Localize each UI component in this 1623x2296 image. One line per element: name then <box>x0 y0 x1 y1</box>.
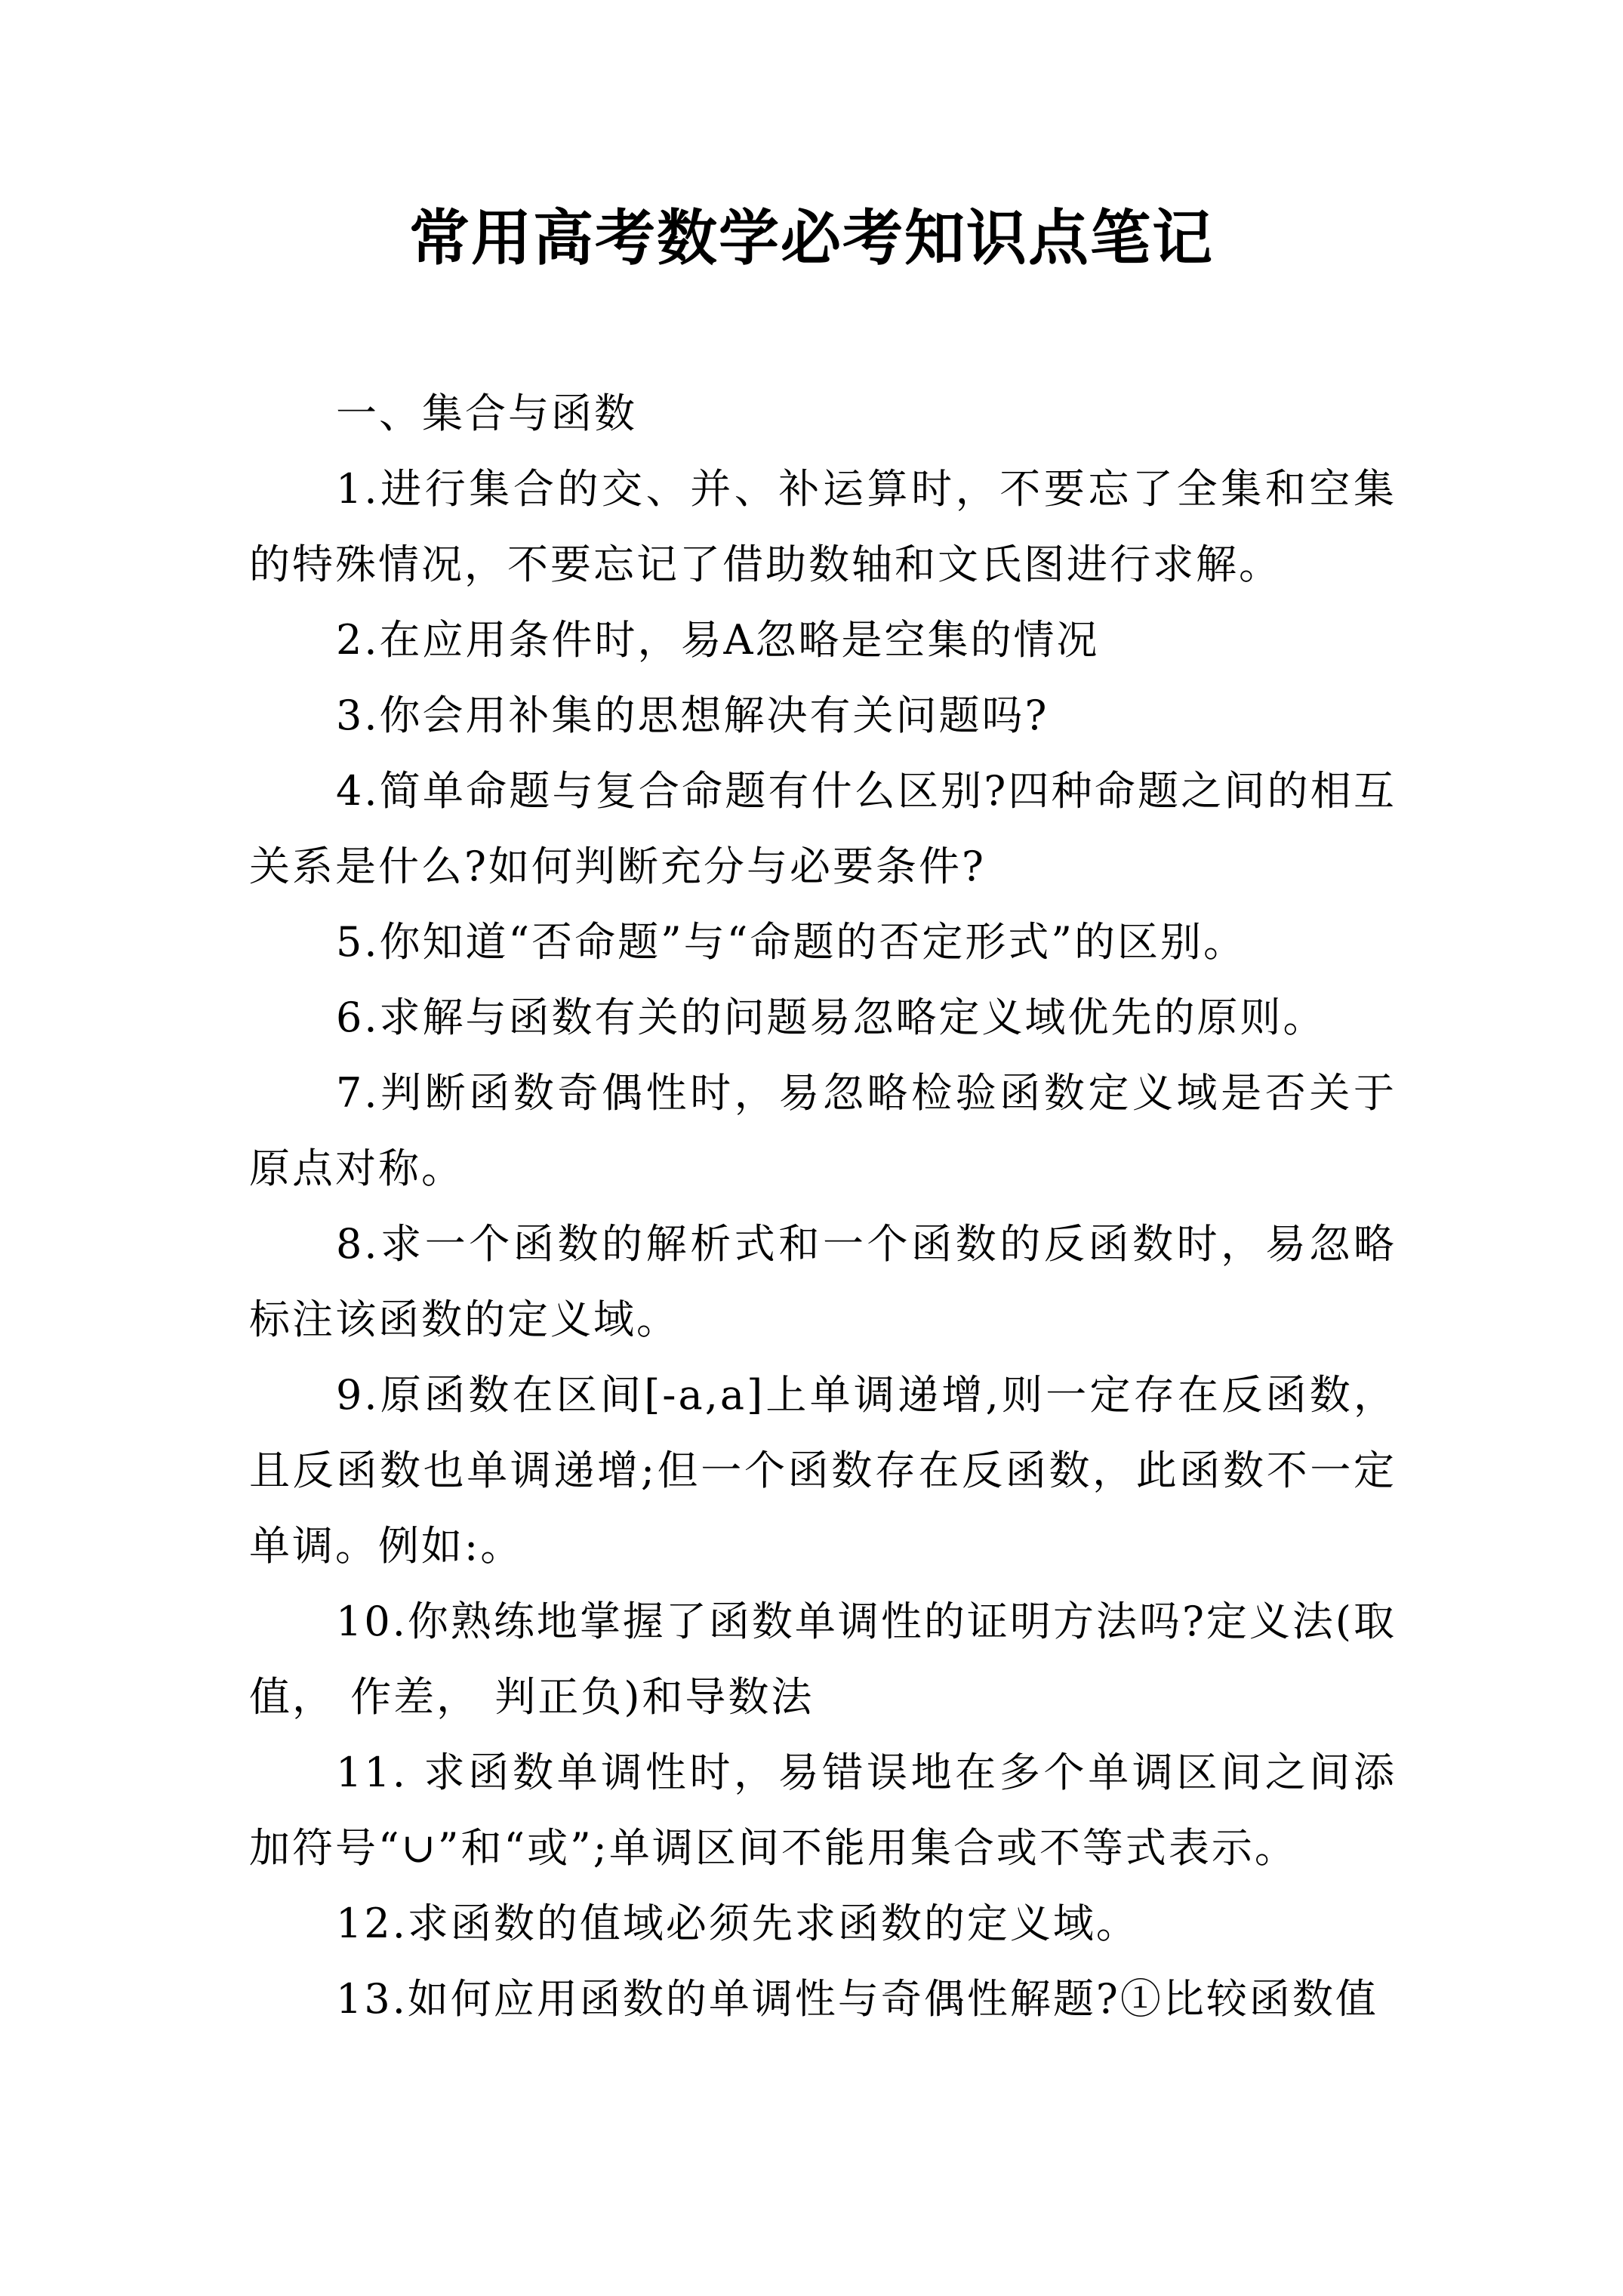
document-body <box>249 376 1397 2037</box>
paragraph-11: 11. 求函数单调性时，易错误地在多个单调区间之间添加符号“∪”和“或”;单调区间不能用集合或不等式表示。 <box>249 1749 1397 1872</box>
document-title: 常用高考数学必考知识点笔记 <box>409 202 1214 273</box>
paragraph-5: 5.你知道“否命题”与“命题的否定形式”的区别。 <box>336 918 1246 966</box>
paragraph-2: 2.在应用条件时，易A忽略是空集的情况 <box>336 616 1100 664</box>
paragraph-9: 9.原函数在区间[-a,a]上单调递增,则一定存在反函数，且反函数也单调递增;但一个函数存在反函数，此函数不一定单调。例如:。 <box>249 1371 1397 1570</box>
section-heading: 一、集合与函数 <box>336 390 637 437</box>
paragraph-3: 3.你会用补集的思想解决有关问题吗? <box>336 692 1049 739</box>
paragraph-6: 6.求解与函数有关的问题易忽略定义域优先的原则。 <box>336 994 1326 1041</box>
paragraph-1: 1.进行集合的交、并、补运算时，不要忘了全集和空集的特殊情况，不要忘记了借助数轴和文氏图进行求解。 <box>249 465 1397 588</box>
paragraph-8: 8.求一个函数的解析式和一个函数的反函数时，易忽略标注该函数的定义域。 <box>249 1220 1397 1343</box>
paragraph-7: 7.判断函数奇偶性时，易忽略检验函数定义域是否关于原点对称。 <box>249 1069 1397 1192</box>
paragraph-4: 4.简单命题与复合命题有什么区别?四种命题之间的相互关系是什么?如何判断充分与必要条件? <box>249 767 1397 890</box>
paragraph-12: 12.求函数的值域必须先求函数的定义域。 <box>336 1900 1139 1947</box>
paragraph-13: 13.如何应用函数的单调性与奇偶性解题?①比较函数值 <box>336 1975 1378 2023</box>
paragraph-10: 10.你熟练地掌握了函数单调性的证明方法吗?定义法(取值， 作差， 判正负)和导数法 <box>249 1598 1397 1721</box>
